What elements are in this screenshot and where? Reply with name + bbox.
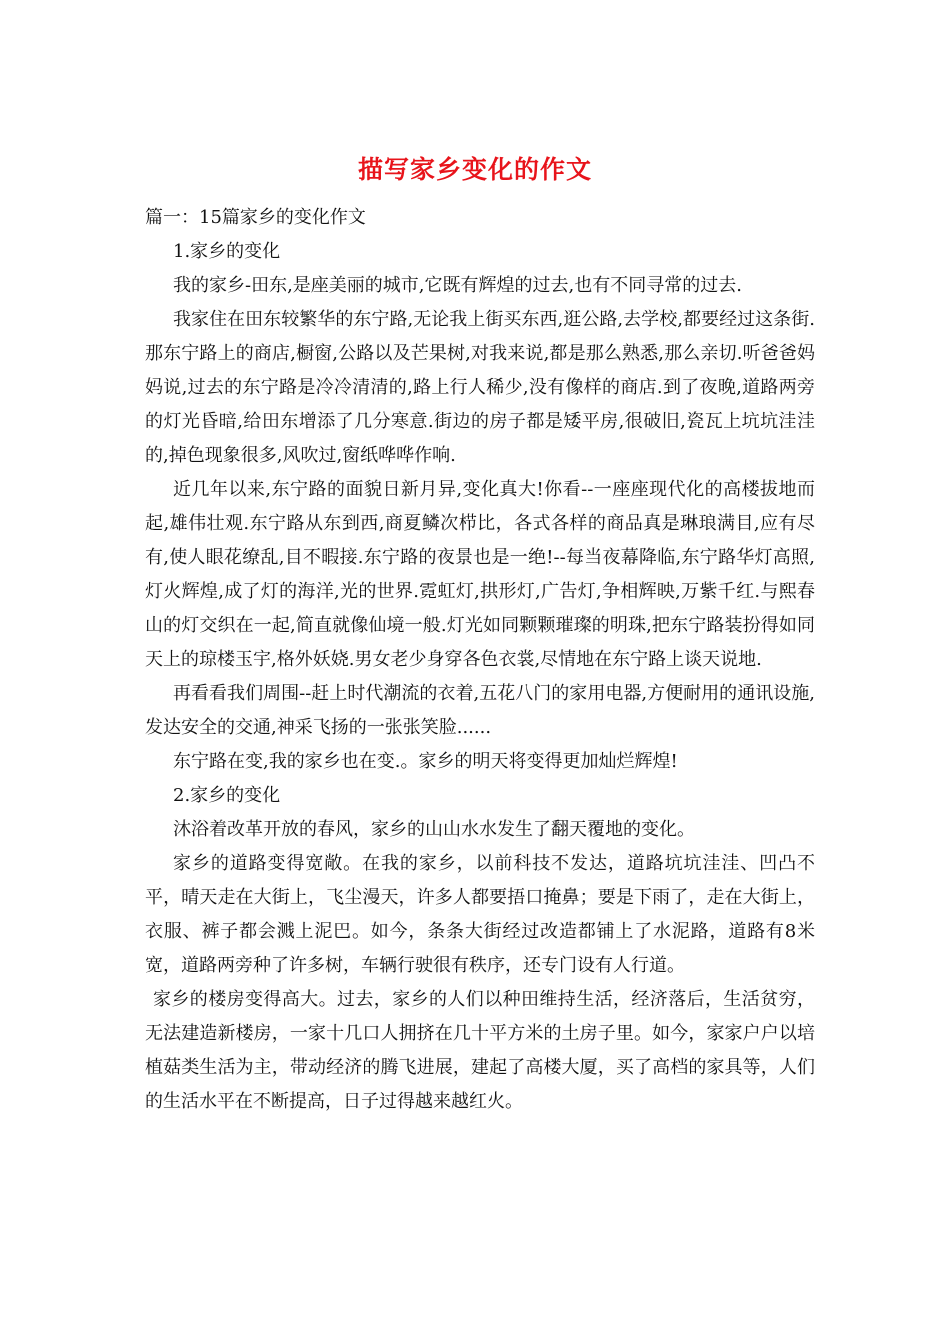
paragraph: 我家住在田东较繁华的东宁路,无论我上街买东西,逛公路,去学校,都要经过这条街.那东宁路上的商店,橱窗,公路以及芒果树,对我来说,都是那么熟悉,那么亲切.听爸爸妈妈说,过去的东宁路是冷冷清清的,路上行人稀少,没有像样的商店.到了夜晚,道路两旁的灯光昏暗,给田东增添了几分寒意.街边的房子都是矮平房,很破旧,瓷瓦上坑坑洼洼的,掉色现象很多,风吹过,窗纸哗哗作响. <box>145 309 815 466</box>
section-title: 1.家乡的变化 <box>173 241 281 262</box>
paragraph: 近几年以来,东宁路的面貌日新月异,变化真大!你看--一座座现代化的高楼拔地而起,雄伟壮观.东宁路从东到西,商夏鳞次栉比，各式各样的商品真是琳琅满目,应有尽有,使人眼花缭乱,目不暇接.东宁路的夜景也是一绝!--每当夜幕降临,东宁路华灯高照,灯火辉煌,成了灯的海洋,光的世界.霓虹灯,拱形灯,广告灯,争相辉映,万紫千红.与熙春山的灯交织在一起,简直就像仙境一般.灯光如同颗颗璀璨的明珠,把东宁路装扮得如同天上的琼楼玉宇,格外妖娆.男女老少身穿各色衣裳,尽情地在东宁路上谈天说地. <box>145 479 815 670</box>
paragraph: 东宁路在变,我的家乡也在变.。家乡的明天将变得更加灿烂辉煌! <box>173 751 678 772</box>
paragraph: 沐浴着改革开放的春风，家乡的山山水水发生了翻天覆地的变化。 <box>173 819 695 840</box>
section-title: 2.家乡的变化 <box>173 785 281 806</box>
paragraph: 家乡的楼房变得高大。过去，家乡的人们以种田维持生活，经济落后，生活贫穷，无法建造新楼房，一家十几口人拥挤在几十平方米的土房子里。如今，家家户户以培植菇类生活为主，带动经济的腾飞进展，建起了高楼大厦，买了高档的家具等，人们的生活水平在不断提高，日子过得越来越红火。 <box>145 989 815 1112</box>
paragraph: 我的家乡-田东,是座美丽的城市,它既有辉煌的过去,也有不同寻常的过去. <box>173 275 742 296</box>
document-body <box>145 201 815 1119</box>
document-heading: 篇一：15篇家乡的变化作文 <box>145 207 366 228</box>
document-title: 描写家乡变化的作文 <box>357 155 592 184</box>
paragraph: 家乡的道路变得宽敞。在我的家乡，以前科技不发达，道路坑坑洼洼、凹凸不平，晴天走在大街上，飞尘漫天，许多人都要捂口掩鼻；要是下雨了，走在大街上，衣服、裤子都会溅上泥巴。如今，条条大街经过改造都铺上了水泥路，道路有8米宽，道路两旁种了许多树，车辆行驶很有秩序，还专门设有人行道。 <box>145 853 815 976</box>
paragraph: 再看看我们周围--赶上时代潮流的衣着,五花八门的家用电器,方便耐用的通讯设施,发达安全的交通,神采飞扬的一张张笑脸...... <box>145 683 815 738</box>
